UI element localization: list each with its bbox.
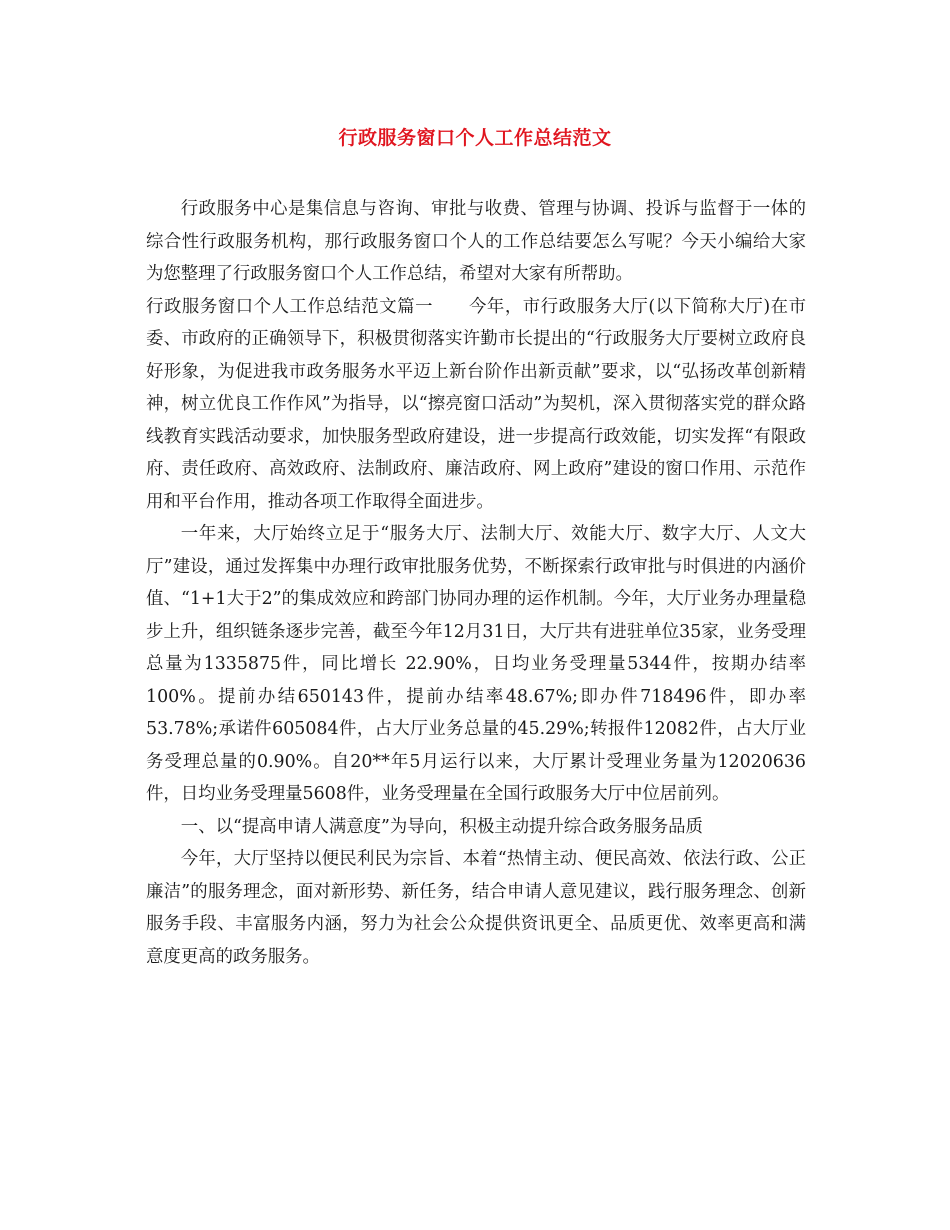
document-body: [146, 193, 806, 973]
paragraph-service-philosophy: 今年，大厅坚持以便民利民为宗旨、本着“热情主动、便民高效、依法行政、公正廉洁”的服务理念，面对新形势、新任务，结合申请人意见建议，践行服务理念、创新服务手段、丰富服务内涵，努力为社会公众提供资讯更全、品质更优、效率更高和满意度更高的政务服务。: [146, 849, 806, 967]
document-title: 行政服务窗口个人工作总结范文: [338, 127, 612, 149]
paragraph-intro: 行政服务中心是集信息与咨询、审批与收费、管理与协调、投诉与监督于一体的综合性行政服务机构，那行政服务窗口个人的工作总结要怎么写呢？今天小编给大家为您整理了行政服务窗口个人工作总结，希望对大家有所帮助。: [146, 199, 806, 284]
paragraph-statistics: 一年来，大厅始终立足于“服务大厅、法制大厅、效能大厅、数字大厅、人文大厅”建设，通过发挥集中办理行政审批服务优势，不断探索行政审批与时俱进的内涵价值、“1+1大于2”的集成效应和跨部门协同办理的运作机制。今年，大厅业务办理量稳步上升，组织链条逐步完善，截至今年12月31日，大厅共有进驻单位35家，业务受理总量为1335875件，同比增长 22.90%，日均业务受理量5344件，按期办结率100%。提前办结650143件，提前办结率48.67%;即办件718496件，即办率53.78%;承诺件605084件，占大厅业务总量的45.29%;转报件12082件，占大厅业务受理总量的0.90%。自20**年5月运行以来，大厅累计受理业务量为12020636件，日均业务受理量5608件，业务受理量在全国行政服务大厅中位居前列。: [146, 524, 806, 804]
paragraph-heading-one: 一、以“提高申请人满意度”为导向，积极主动提升综合政务服务品质: [180, 816, 703, 837]
paragraph-section-one: 行政服务窗口个人工作总结范文篇一 今年，市行政服务大厅(以下简称大厅)在市委、市政府的正确领导下，积极贯彻落实许勤市长提出的“行政服务大厅要树立政府良好形象，为促进我市政务服务水平迈上新台阶作出新贡献”要求，以“弘扬改革创新精神，树立优良工作作风”为指导，以“擦亮窗口活动”为契机，深入贯彻落实党的群众路线教育实践活动要求，加快服务型政府建设，进一步提高行政效能，切实发挥“有限政府、责任政府、高效政府、法制政府、廉洁政府、网上政府”建设的窗口作用、示范作用和平台作用，推动各项工作取得全面进步。: [146, 296, 806, 512]
